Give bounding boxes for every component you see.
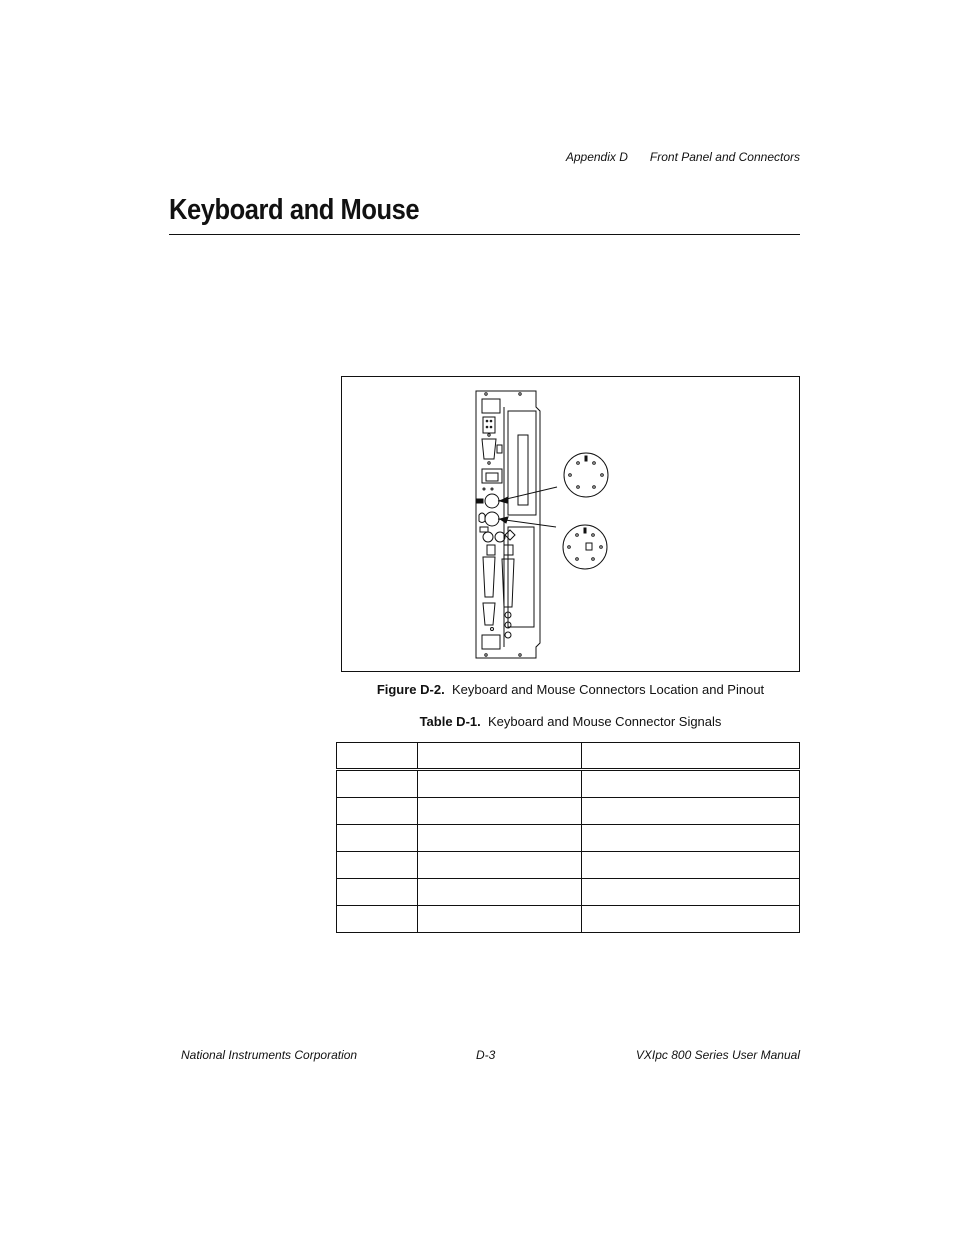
- table-header-row: [337, 743, 800, 770]
- table-header-cell: [582, 743, 800, 770]
- table-cell: [582, 825, 800, 852]
- table-header-cell: [418, 743, 582, 770]
- table-cell: [582, 852, 800, 879]
- table-cell: [337, 770, 418, 798]
- table-row: [337, 798, 800, 825]
- table-cell: [418, 906, 582, 933]
- table-cell: [337, 798, 418, 825]
- table-cell: [337, 852, 418, 879]
- table-row: [337, 825, 800, 852]
- table-cell: [418, 825, 582, 852]
- figure-frame: [341, 376, 800, 672]
- table-cell: [418, 798, 582, 825]
- keyboard-pinout-diagram: [564, 453, 608, 497]
- table-cell: [418, 879, 582, 906]
- table-caption: [341, 714, 800, 729]
- page-title: Keyboard and Mouse: [169, 194, 420, 226]
- footer-manual-title: VXIpc 800 Series User Manual: [635, 1048, 800, 1062]
- table-cell: [418, 852, 582, 879]
- header-chapter: Appendix D: [565, 150, 628, 164]
- table-cell: [582, 798, 800, 825]
- running-header: [566, 150, 800, 164]
- table-cell: [337, 906, 418, 933]
- header-section: Front Panel and Connectors: [649, 150, 800, 164]
- front-panel-diagram: [342, 377, 799, 671]
- table-row: [337, 770, 800, 798]
- table-cell: [582, 906, 800, 933]
- figure-caption-text: Keyboard and Mouse Connectors Location and Pinout: [451, 682, 765, 697]
- table-cell: [337, 879, 418, 906]
- table-label: Table D-1.: [419, 714, 481, 729]
- figure-label: Figure D-2.: [376, 682, 445, 697]
- figure-caption: [341, 682, 800, 697]
- mouse-port-icon: [485, 512, 499, 526]
- footer-company: National Instruments Corporation: [181, 1048, 358, 1062]
- table-cell: [582, 879, 800, 906]
- table-row: [337, 906, 800, 933]
- mouse-pinout-diagram: [563, 525, 607, 569]
- table-cell: [418, 770, 582, 798]
- connector-signals-table: [336, 742, 800, 933]
- table-header-cell: [337, 743, 418, 770]
- table-row: [337, 879, 800, 906]
- table-cell: [337, 825, 418, 852]
- title-rule: [169, 234, 800, 235]
- table-cell: [582, 770, 800, 798]
- keyboard-port-icon: [485, 494, 499, 508]
- table-row: [337, 852, 800, 879]
- table-caption-text: Keyboard and Mouse Connector Signals: [487, 714, 722, 729]
- footer-page-number: D-3: [476, 1048, 496, 1062]
